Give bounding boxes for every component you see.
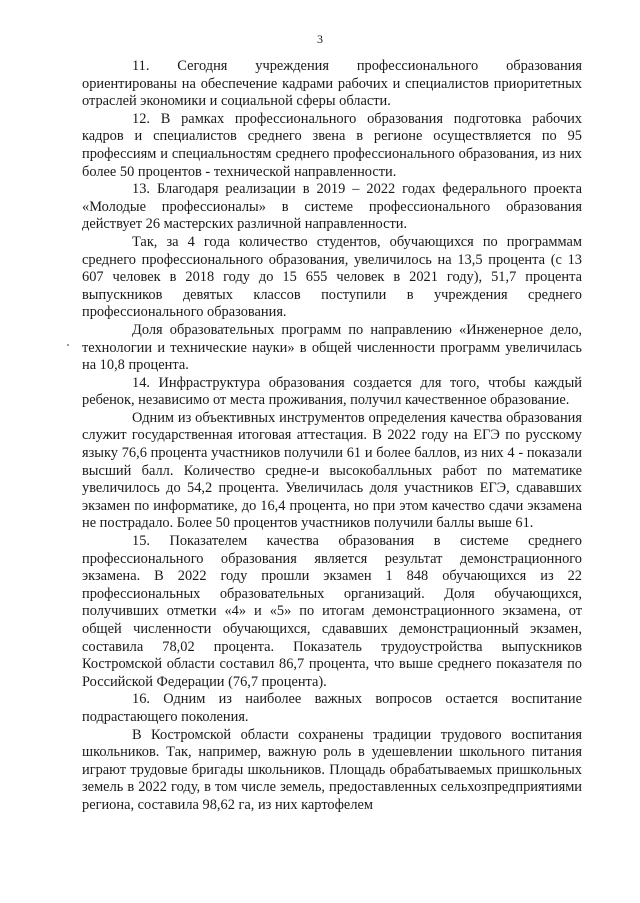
paragraph-engineering-programs: Доля образовательных программ по направлению «Инженерное дело, технологии и технические науки» в общей численности программ увеличилась на 10,8 процента. <box>82 321 582 374</box>
paragraph-11: 11. Сегодня учреждения профессионального образования ориентированы на обеспечение кадрами рабочих и специалистов приоритетных отраслей экономики и социальной сферы области. <box>82 58 582 110</box>
paragraph-16: 16. Одним из наиболее важных вопросов остается воспитание подрастающего поколения. <box>82 691 582 725</box>
paragraph-13: 13. Благодаря реализации в 2019 – 2022 годах федерального проекта «Молодые профессионалы» в системе профессионального образования действует 26 мастерских различной направленности. <box>82 181 582 233</box>
paragraph-12: 12. В рамках профессионального образования подготовка рабочих кадров и специалистов среднего звена в регионе осуществляется по 95 профессиям и специальностям среднего профессионального образования, из них более 50 процентов - технической направленности. <box>82 110 582 180</box>
page-number: 3 <box>317 32 323 46</box>
document-body <box>82 58 582 815</box>
paragraph-attestation: Одним из объективных инструментов определения качества образования служит государственная итоговая аттестация. В 2022 году на ЕГЭ по русскому языку 76,6 процента участников получили 61 и более баллов, из них 4 - показали высший балл. Количество средне-и высокобалльных работ по математике увеличилось до 54,2 процента. Увеличилась доля участников ЕГЭ, сдававших экзамен по информатике, до 16,4 процента, но при этом качество сдачи экзамена не пострадало. Более 50 процентов участников получили баллы выше 61. <box>82 409 582 532</box>
paragraph-14: 14. Инфраструктура образования создается для того, чтобы каждый ребенок, независимо от места проживания, получил качественное образование. <box>82 374 582 409</box>
paragraph-students: Так, за 4 года количество студентов, обучающихся по программам среднего профессионального образования, увеличилось на 13,5 процента (с 13 607 человек в 2018 году до 15 655 человек в 2021 году), 51,7 процента выпускников девятых классов поступили в учреждения среднего профессионального образования. <box>82 233 582 321</box>
paragraph-labor-education: В Костромской области сохранены традиции трудового воспитания школьников. Так, например, важную роль в удешевлении школьного питания играют трудовые бригады школьников. Площадь обрабатываемых пришкольных земель в 2022 году, в том числе земель, предоставленных сельхозпредприятиями региона, составила 98,62 га, из них картофелем <box>82 726 582 813</box>
scan-speck <box>67 344 69 346</box>
paragraph-15: 15. Показателем качества образования в системе среднего профессионального образования является результат демонстрационного экзамена. В 2022 году прошли экзамен 1 848 обучающихся из 22 профессиональных образовательных организаций. Доля обучающихся, получивших отметки «4» и «5» по итогам демонстрационного экзамена, от общей численности обучающихся, сдававших демонстрационный экзамен, составила 78,02 процента. Показатель трудоустройства выпускников Костромской области составил 86,7 процента, что выше среднего показателя по Российской Федерации (76,7 процента). <box>82 533 582 690</box>
